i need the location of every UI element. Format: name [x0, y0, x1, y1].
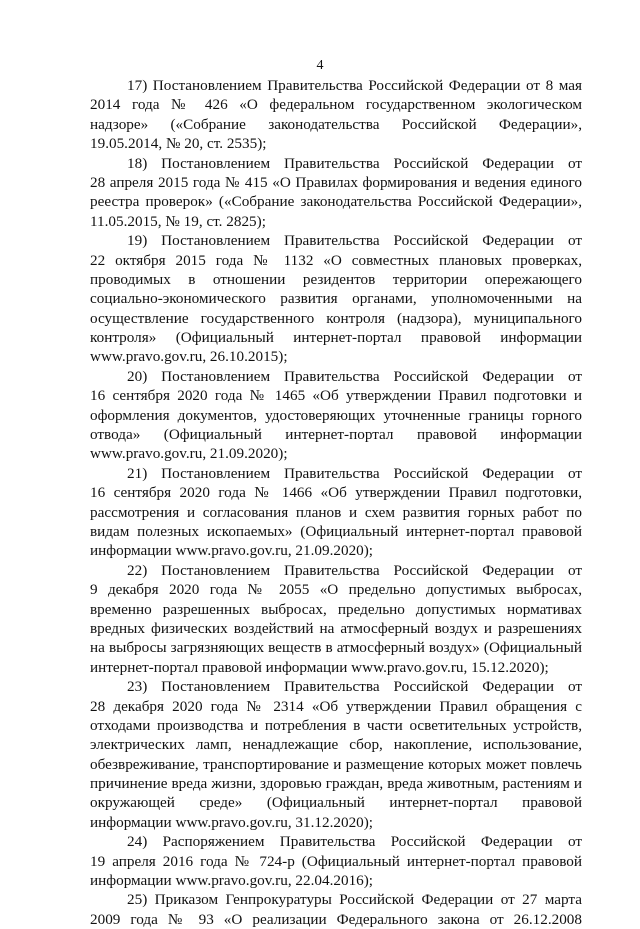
text-line: 22 октября 2015 года № 1132 «О совместных плановых проверках,: [90, 251, 582, 269]
list-item: [90, 832, 582, 890]
text-line: 28 декабря 2020 года № 2314 «Об утверждении Правил обращения с: [90, 697, 582, 715]
text-line: 19 апреля 2016 года № 724-р (Официальный интернет-портал правовой: [90, 852, 582, 870]
list-item: [90, 561, 582, 677]
text-line: 2014 года № 426 «О федеральном государственном экологическом: [90, 96, 582, 114]
text-line: 9 декабря 2020 года № 2055 «О предельно допустимых выбросах,: [90, 581, 582, 599]
text-line: www.pravo.gov.ru, 21.09.2020);: [90, 445, 288, 463]
text-line: 24) Распоряжением Правительства Российской Федерации от: [127, 833, 582, 851]
document-body: [90, 76, 582, 929]
text-line: 19.05.2014, № 20, ст. 2535);: [90, 135, 267, 153]
list-item: [90, 76, 582, 154]
text-line: обезвреживание, транспортирование и размещение которых может повлечь: [90, 755, 582, 773]
text-line: оформления документов, удостоверяющих уточненные границы горного: [90, 406, 582, 424]
text-line: надзоре» («Собрание законодательства Российской Федерации»,: [90, 115, 582, 133]
text-line: на выбросы загрязняющих веществ в атмосферный воздух» (Официальный: [90, 639, 582, 657]
text-line: 22) Постановлением Правительства Российской Федерации от: [127, 561, 582, 579]
text-line: 23) Постановлением Правительства Российской Федерации от: [127, 678, 582, 696]
text-line: социально-экономического развития органами, уполномоченными на: [90, 290, 582, 308]
text-line: информации www.pravo.gov.ru, 21.09.2020);: [90, 542, 374, 560]
text-line: информации www.pravo.gov.ru, 31.12.2020);: [90, 813, 374, 831]
list-item: [90, 464, 582, 561]
list-item: [90, 154, 582, 232]
text-line: 19) Постановлением Правительства Российской Федерации от: [127, 232, 582, 250]
list-item: [90, 231, 582, 367]
text-line: 18) Постановлением Правительства Российской Федерации от: [127, 154, 582, 172]
text-line: временно разрешенных выбросах, предельно допустимых нормативах: [90, 600, 582, 618]
text-line: 25) Приказом Генпрокуратуры Российской Федерации от 27 марта: [127, 891, 582, 909]
text-line: информации www.pravo.gov.ru, 22.04.2016);: [90, 872, 374, 890]
text-line: отвода» (Официальный интернет-портал правовой информации: [90, 426, 582, 444]
text-line: www.pravo.gov.ru, 26.10.2015);: [90, 348, 288, 366]
text-line: контроля» (Официальный интернет-портал правовой информации: [90, 329, 582, 347]
text-line: 20) Постановлением Правительства Российской Федерации от: [127, 367, 582, 385]
text-line: 21) Постановлением Правительства Российской Федерации от: [127, 464, 582, 482]
text-line: рассмотрения и согласования планов и схем развития горных работ по: [90, 503, 582, 521]
text-line: отходами производства и потребления в части осветительных устройств,: [90, 716, 582, 734]
text-line: 17) Постановлением Правительства Российской Федерации от 8 мая: [127, 77, 582, 94]
text-line: окружающей среде» (Официальный интернет-портал правовой: [90, 794, 582, 812]
text-line: 2009 года № 93 «О реализации Федерального закона от 26.12.2008: [90, 910, 582, 928]
text-line: электрических ламп, ненадлежащие сбор, накопление, использование,: [90, 736, 582, 754]
text-line: 16 сентября 2020 года № 1466 «Об утверждении Правил подготовки,: [90, 484, 582, 502]
list-item: [90, 890, 582, 929]
text-line: осуществление государственного контроля (надзора), муниципального: [90, 309, 582, 327]
list-item: [90, 677, 582, 832]
text-line: 11.05.2015, № 19, ст. 2825);: [90, 212, 266, 230]
text-line: проводимых в отношении резидентов территории опережающего: [90, 270, 582, 288]
page-number: 4: [316, 58, 324, 73]
text-line: причинение вреда жизни, здоровью граждан, вреда животным, растениям и: [90, 775, 582, 793]
text-line: 16 сентября 2020 года № 1465 «Об утверждении Правил подготовки и: [90, 387, 582, 405]
list-item: [90, 367, 582, 464]
text-line: 28 апреля 2015 года № 415 «О Правилах формирования и ведения единого: [90, 173, 582, 191]
text-line: интернет-портал правовой информации www.pravo.gov.ru, 15.12.2020);: [90, 658, 549, 676]
text-line: вредных физических воздействий на атмосферный воздух и разрешениях: [90, 619, 582, 637]
text-line: видам полезных ископаемых» (Официальный интернет-портал правовой: [90, 522, 582, 540]
text-line: реестра проверок» («Собрание законодательства Российской Федерации»,: [90, 193, 582, 211]
